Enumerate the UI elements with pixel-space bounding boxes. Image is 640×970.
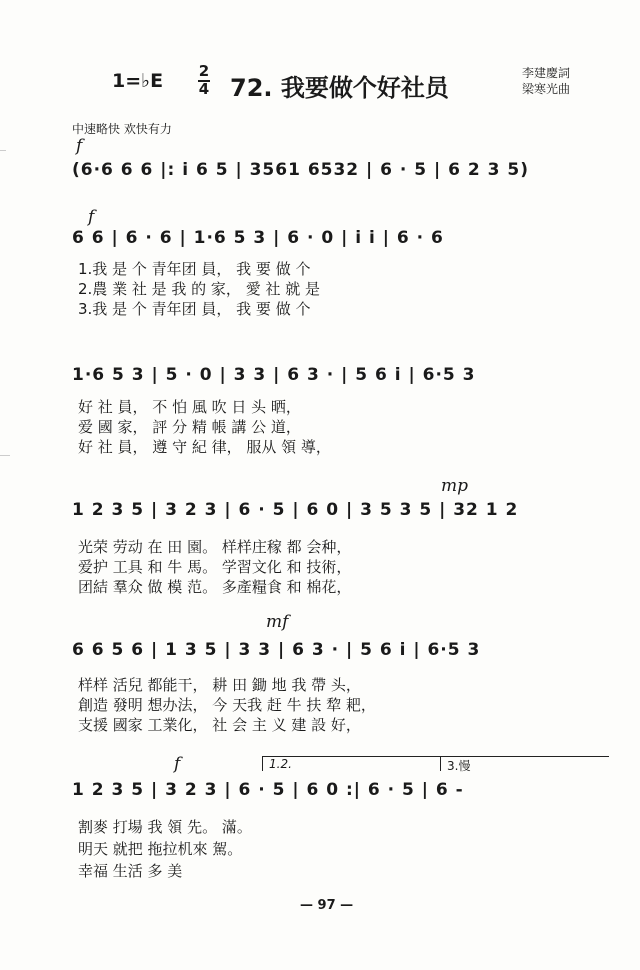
volta-first-label: 1.2.	[269, 757, 292, 771]
lyric-line: 割麥 打場 我 領 先。 滿。	[78, 818, 252, 836]
lyric-line: 3.我 是 个 青年团 員， 我 要 做 个	[78, 300, 311, 318]
notation-line: 1 2 3 5 | 3 2 3 | 6 · 5 | 6 0 | 3 5 3 5 | 32 1 2	[72, 500, 519, 520]
notation-line: 6 6 5 6 | 1 3 5 | 3 3 | 6 3 · | 5 6 i | 6·5 3	[72, 640, 481, 660]
lyric-line: 支援 國家 工業化， 社 会 主 义 建 設 好，	[78, 716, 361, 734]
notation-line: 6 6 | 6 · 6 | 1·6 5 3 | 6 · 0 | i i | 6 · 6	[72, 228, 444, 248]
dynamic-mark: mf	[266, 612, 289, 632]
dynamic-mark: f	[88, 207, 95, 227]
notation-line: 1·6 5 3 | 5 · 0 | 3 3 | 6 3 · | 5 6 i | 6·5 3	[72, 365, 476, 385]
time-signature	[198, 64, 210, 97]
lyric-line: 明天 就把 拖拉机來 駕。	[78, 840, 243, 858]
key-signature: 1=♭E	[112, 70, 164, 92]
notation-line: 1 2 3 5 | 3 2 3 | 6 · 5 | 6 0 :| 6 · 5 | 6 -	[72, 780, 464, 800]
time-signature-top: 2	[198, 62, 210, 80]
volta-second-label: 3.慢	[447, 759, 471, 773]
lyric-line: 1.我 是 个 青年团 員， 我 要 做 个	[78, 260, 311, 278]
volta-first	[262, 756, 441, 771]
scan-mark	[0, 150, 6, 151]
notation-line: (6·6 6 6 |: i 6 5 | 3561 6532 | 6 · 5 | 6 2 3 5)	[72, 160, 530, 180]
volta-second	[440, 756, 609, 771]
tempo-marking: 中速略快 欢快有力	[72, 122, 172, 136]
scan-mark	[0, 455, 10, 456]
lyric-line: 創造 發明 想办法， 今 天我 赶 牛 扶 犂 耙，	[78, 696, 376, 714]
dynamic-mark: f	[174, 754, 181, 774]
composer: 梁寒光曲	[522, 82, 571, 96]
lyric-line: 爱护 工具 和 牛 馬。 学習文化 和 技術，	[78, 558, 352, 576]
lyric-line: 2.農 業 社 是 我 的 家， 愛 社 就 是	[78, 280, 320, 298]
lyric-line: 好 社 員， 遵 守 紀 律， 服从 領 導，	[78, 438, 331, 456]
lyric-line: 幸福 生活 多 美	[78, 862, 183, 880]
page-number: — 97 —	[300, 898, 354, 913]
lyric-line: 样样 活兒 都能干， 耕 田 鋤 地 我 帶 头，	[78, 676, 361, 694]
time-signature-bottom: 4	[198, 80, 210, 98]
lyric-line: 好 社 員， 不 怕 風 吹 日 头 晒，	[78, 398, 301, 416]
dynamic-mark: mp	[441, 476, 469, 496]
song-title: 72. 我要做个好社员	[230, 74, 449, 102]
dynamic-mark: f	[76, 136, 83, 156]
lyricist: 李建慶詞	[522, 66, 571, 80]
lyric-line: 爱 國 家， 評 分 精 帳 講 公 道，	[78, 418, 301, 436]
lyric-line: 团結 羣众 做 模 范。 多產糧食 和 棉花，	[78, 578, 352, 596]
lyric-line: 光荣 劳动 在 田 園。 样样庄稼 都 会种，	[78, 538, 352, 556]
